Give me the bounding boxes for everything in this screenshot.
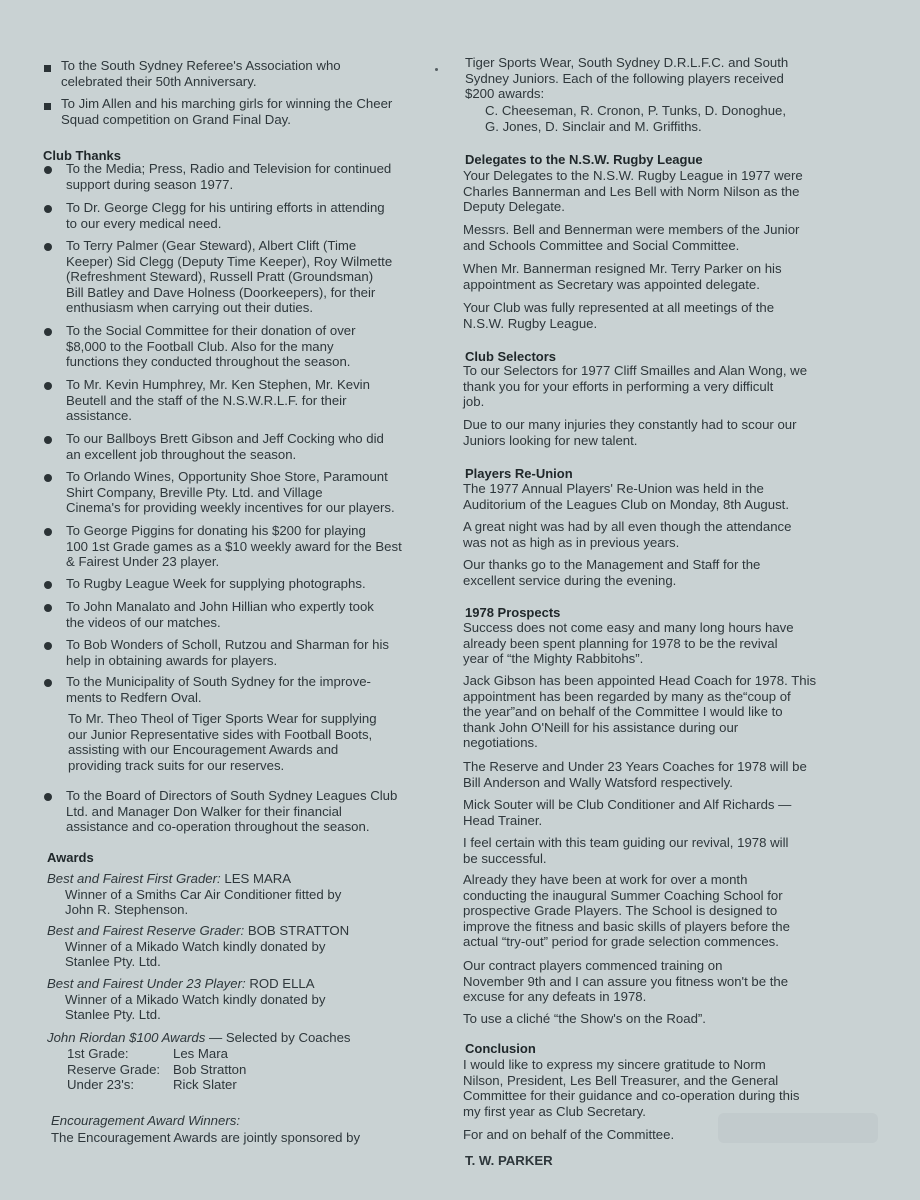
paragraph-line: year of “the Mighty Rabbitohs”. (463, 651, 644, 667)
paragraph-line: negotiations. (463, 735, 538, 751)
encouragement-title: Encouragement Award Winners: (51, 1113, 240, 1128)
paragraph-line: Success does not come easy and many long hours have (463, 620, 794, 635)
paragraph-line: appointment has been regarded by many as the“coup of (463, 688, 791, 704)
paragraph-line: For and on behalf of the Committee. (463, 1127, 675, 1142)
bullet-dot-icon (44, 328, 52, 336)
paragraph-line: To Mr. Theo Theol of Tiger Sports Wear for supplying (68, 711, 377, 726)
bullet-dot-icon (44, 205, 52, 213)
bullet-dot-icon (44, 679, 52, 687)
bullet-dot-icon (44, 793, 52, 801)
paragraph-line: I would like to express my sincere gratitude to Norm (463, 1057, 766, 1072)
paragraph-line: November 9th and I can assure you fitness won't be the (463, 973, 789, 989)
bullet-text-line: To Orlando Wines, Opportunity Shoe Store, Paramount (66, 469, 388, 484)
riordan-awards-title: John Riordan $100 Awards — Selected by Coaches (47, 1030, 351, 1045)
paragraph-line: Auditorium of the Leagues Club on Monday, 8th August. (463, 496, 789, 512)
signature: T. W. PARKER (465, 1153, 553, 1168)
bullet-dot-icon (44, 166, 52, 174)
riordan-grade: 1st Grade: (67, 1046, 129, 1061)
section-heading: Awards (47, 850, 94, 865)
riordan-player: Rick Slater (173, 1077, 237, 1093)
bullet-text-line: Squad competition on Grand Final Day. (61, 111, 291, 127)
paragraph-line: our Junior Representative sides with Football Boots, (68, 726, 373, 742)
bullet-dot-icon (44, 642, 52, 650)
paragraph-line: Bill Anderson and Wally Watsford respectively. (463, 774, 733, 790)
bullet-text-line: To the South Sydney Referee's Association who (61, 58, 341, 73)
bullet-text-line: Shirt Company, Breville Pty. Ltd. and Village (66, 484, 323, 500)
bullet-text-line: to our every medical need. (66, 215, 222, 231)
paragraph-line: When Mr. Bannerman resigned Mr. Terry Parker on his (463, 261, 782, 276)
section-heading: 1978 Prospects (465, 605, 561, 620)
riordan-awards-suffix: — Selected by Coaches (205, 1030, 351, 1045)
paragraph-line: The Encouragement Awards are jointly sponsored by (51, 1130, 361, 1145)
stray-dot-icon (435, 68, 438, 71)
paragraph-line: Charles Bannerman and Les Bell with Norm Nilson as the (463, 183, 800, 199)
paragraph-line: C. Cheeseman, R. Cronon, P. Tunks, D. Donoghue, (485, 103, 787, 118)
bullet-text-line: To the Social Committee for their donation of over (66, 323, 356, 338)
award-winner-name: BOB STRATTON (244, 923, 350, 938)
paragraph-line: already been spent planning for 1978 to be the revival (463, 635, 778, 651)
bullet-dot-icon (44, 474, 52, 482)
award-winner-name: LES MARA (220, 871, 292, 886)
paragraph-line: excellent service during the evening. (463, 572, 677, 588)
award-title: Best and Fairest Under 23 Player: ROD ELLA (47, 976, 315, 991)
paragraph-line: Committee for their guidance and co-operation during this (463, 1088, 800, 1104)
bullet-text-line: the videos of our matches. (66, 614, 221, 630)
paragraph-line: thank John O'Neill for his assistance during our (463, 719, 739, 735)
riordan-grade: Reserve Grade: (67, 1061, 161, 1077)
bullet-dot-icon (44, 581, 52, 589)
award-detail-line: Stanlee Pty. Ltd. (65, 1007, 161, 1023)
award-detail-line: John R. Stephenson. (65, 902, 189, 918)
paragraph-line: Due to our many injuries they constantly had to scour our (463, 417, 797, 432)
paragraph-line: Our thanks go to the Management and Staff for the (463, 557, 761, 572)
paragraph-line: Deputy Delegate. (463, 199, 565, 215)
bullet-text-line: To the Media; Press, Radio and Television for continued (66, 161, 392, 176)
paragraph-line: Sydney Juniors. Each of the following players received (465, 70, 784, 86)
award-detail-line: Stanlee Pty. Ltd. (65, 954, 161, 970)
bullet-text-line: To Terry Palmer (Gear Steward), Albert Clift (Time (66, 238, 357, 253)
square-bullet-icon (44, 103, 51, 110)
paragraph-line: and Schools Committee and Social Committee. (463, 237, 740, 253)
paragraph-line: Tiger Sports Wear, South Sydney D.R.L.F.C. and South (465, 55, 789, 70)
award-title: Best and Fairest Reserve Grader: BOB STRATTON (47, 923, 350, 938)
paragraph-line: improve the fitness and basic skills of players before the (463, 918, 790, 934)
award-detail-line: Winner of a Smiths Car Air Conditioner fitted by (65, 886, 342, 902)
bullet-text-line: (Refreshment Steward), Russell Pratt (Groundsman) (66, 269, 374, 285)
award-detail-line: Winner of a Mikado Watch kindly donated by (65, 938, 326, 954)
bullet-text-line: To the Board of Directors of South Sydney Leagues Club (66, 788, 398, 803)
paragraph-line: The Reserve and Under 23 Years Coaches for 1978 will be (463, 759, 807, 774)
paragraph-line: Messrs. Bell and Bennerman were members of the Junior (463, 222, 800, 237)
bullet-text-line: To Rugby League Week for supplying photographs. (66, 576, 366, 591)
bullet-dot-icon (44, 382, 52, 390)
paragraph-line: A great night was had by all even though the attendance (463, 519, 792, 534)
bullet-text-line: To George Piggins for donating his $200 for playing (66, 523, 366, 538)
paragraph-line: be successful. (463, 850, 547, 866)
bullet-text-line: Keeper) Sid Clegg (Deputy Time Keeper), Roy Wilmette (66, 253, 393, 269)
section-heading: Conclusion (465, 1041, 536, 1056)
bullet-text-line: assistance and co-operation throughout the season. (66, 819, 370, 835)
award-title: Best and Fairest First Grader: LES MARA (47, 871, 292, 886)
faint-watermark-shape (718, 1108, 878, 1153)
paragraph-line: job. (463, 394, 485, 410)
bullet-text-line: To Jim Allen and his marching girls for winning the Cheer (61, 96, 393, 111)
bullet-text-line: To John Manalato and John Hillian who expertly took (66, 599, 374, 614)
section-heading: Club Selectors (465, 349, 557, 364)
paragraph-line: $200 awards: (465, 86, 545, 102)
paragraph-line: providing track suits for our reserves. (68, 757, 285, 773)
bullet-text-line: To Mr. Kevin Humphrey, Mr. Ken Stephen, Mr. Kevin (66, 377, 370, 392)
bullet-text-line: 100 1st Grade games as a $10 weekly award for the Best (66, 538, 402, 554)
bullet-text-line: To the Municipality of South Sydney for the improve- (66, 674, 371, 689)
bullet-dot-icon (44, 436, 52, 444)
section-heading: Delegates to the N.S.W. Rugby League (465, 152, 703, 167)
bullet-text-line: support during season 1977. (66, 176, 234, 192)
paragraph-line: appointment as Secretary was appointed delegate. (463, 276, 760, 292)
award-detail-line: Winner of a Mikado Watch kindly donated by (65, 991, 326, 1007)
bullet-text-line: assistance. (66, 408, 132, 424)
square-bullet-icon (44, 65, 51, 72)
paragraph-line: prospective Grade Players. The School is designed to (463, 903, 778, 919)
paragraph-line: N.S.W. Rugby League. (463, 315, 598, 331)
paragraph-line: actual “try-out” period for grade selection commences. (463, 934, 779, 950)
bullet-text-line: & Fairest Under 23 player. (66, 554, 220, 570)
bullet-text-line: functions they conducted throughout the season. (66, 354, 351, 370)
riordan-player: Les Mara (173, 1046, 228, 1061)
paragraph-line: conducting the inaugural Summer Coaching School for (463, 887, 783, 903)
paragraph-line: Already they have been at work for over a month (463, 872, 748, 887)
paragraph-line: To our Selectors for 1977 Cliff Smailles and Alan Wong, we (463, 363, 808, 378)
bullet-dot-icon (44, 528, 52, 536)
paragraph-line: Your Delegates to the N.S.W. Rugby League in 1977 were (463, 168, 803, 183)
paragraph-line: The 1977 Annual Players' Re-Union was held in the (463, 481, 764, 496)
paragraph-line: I feel certain with this team guiding our revival, 1978 will (463, 835, 789, 850)
paragraph-line: To use a cliché “the Show's on the Road”. (463, 1011, 706, 1026)
paragraph-line: thank you for your efforts in performing a very difficult (463, 378, 774, 394)
paragraph-line: Nilson, President, Les Bell Treasurer, and the General (463, 1072, 779, 1088)
paragraph-line: Our contract players commenced training on (463, 958, 723, 973)
bullet-text-line: help in obtaining awards for players. (66, 652, 278, 668)
bullet-text-line: To Dr. George Clegg for his untiring efforts in attending (66, 200, 385, 215)
bullet-text-line: ments to Redfern Oval. (66, 689, 202, 705)
paragraph-line: excuse for any defeats in 1978. (463, 989, 647, 1005)
paragraph-line: was not as high as in previous years. (463, 534, 680, 550)
bullet-text-line: To Bob Wonders of Scholl, Rutzou and Sharman for his (66, 637, 390, 652)
bullet-text-line: Beutell and the staff of the N.S.W.R.L.F. for their (66, 392, 347, 408)
bullet-dot-icon (44, 604, 52, 612)
section-heading: Players Re-Union (465, 466, 573, 481)
section-heading: Club Thanks (43, 148, 122, 163)
paragraph-line: Juniors looking for new talent. (463, 432, 638, 448)
bullet-text-line: Bill Batley and Dave Holness (Doorkeepers), for their (66, 284, 376, 300)
bullet-text-line: Cinema's for providing weekly incentives for our players. (66, 500, 395, 516)
award-winner-name: ROD ELLA (245, 976, 315, 991)
paragraph-line: my first year as Club Secretary. (463, 1103, 646, 1119)
paragraph-line: Mick Souter will be Club Conditioner and Alf Richards — (463, 797, 792, 812)
bullet-text-line: $8,000 to the Football Club. Also for the many (66, 338, 334, 354)
bullet-text-line: To our Ballboys Brett Gibson and Jeff Cocking who did (66, 431, 384, 446)
bullet-text-line: celebrated their 50th Anniversary. (61, 73, 257, 89)
bullet-text-line: enthusiasm when carrying out their duties. (66, 300, 314, 316)
paragraph-line: assisting with our Encouragement Awards and (68, 742, 339, 758)
paragraph-line: the year”and on behalf of the Committee I would like to (463, 704, 783, 720)
riordan-grade: Under 23's: (67, 1077, 135, 1093)
riordan-player: Bob Stratton (173, 1061, 247, 1077)
bullet-text-line: Ltd. and Manager Don Walker for their financial (66, 803, 342, 819)
paragraph-line: Your Club was fully represented at all meetings of the (463, 300, 775, 315)
paragraph-line: G. Jones, D. Sinclair and M. Griffiths. (485, 118, 702, 134)
bullet-dot-icon (44, 243, 52, 251)
bullet-text-line: an excellent job throughout the season. (66, 446, 297, 462)
paragraph-line: Head Trainer. (463, 812, 543, 828)
paragraph-line: Jack Gibson has been appointed Head Coach for 1978. This (463, 673, 817, 688)
